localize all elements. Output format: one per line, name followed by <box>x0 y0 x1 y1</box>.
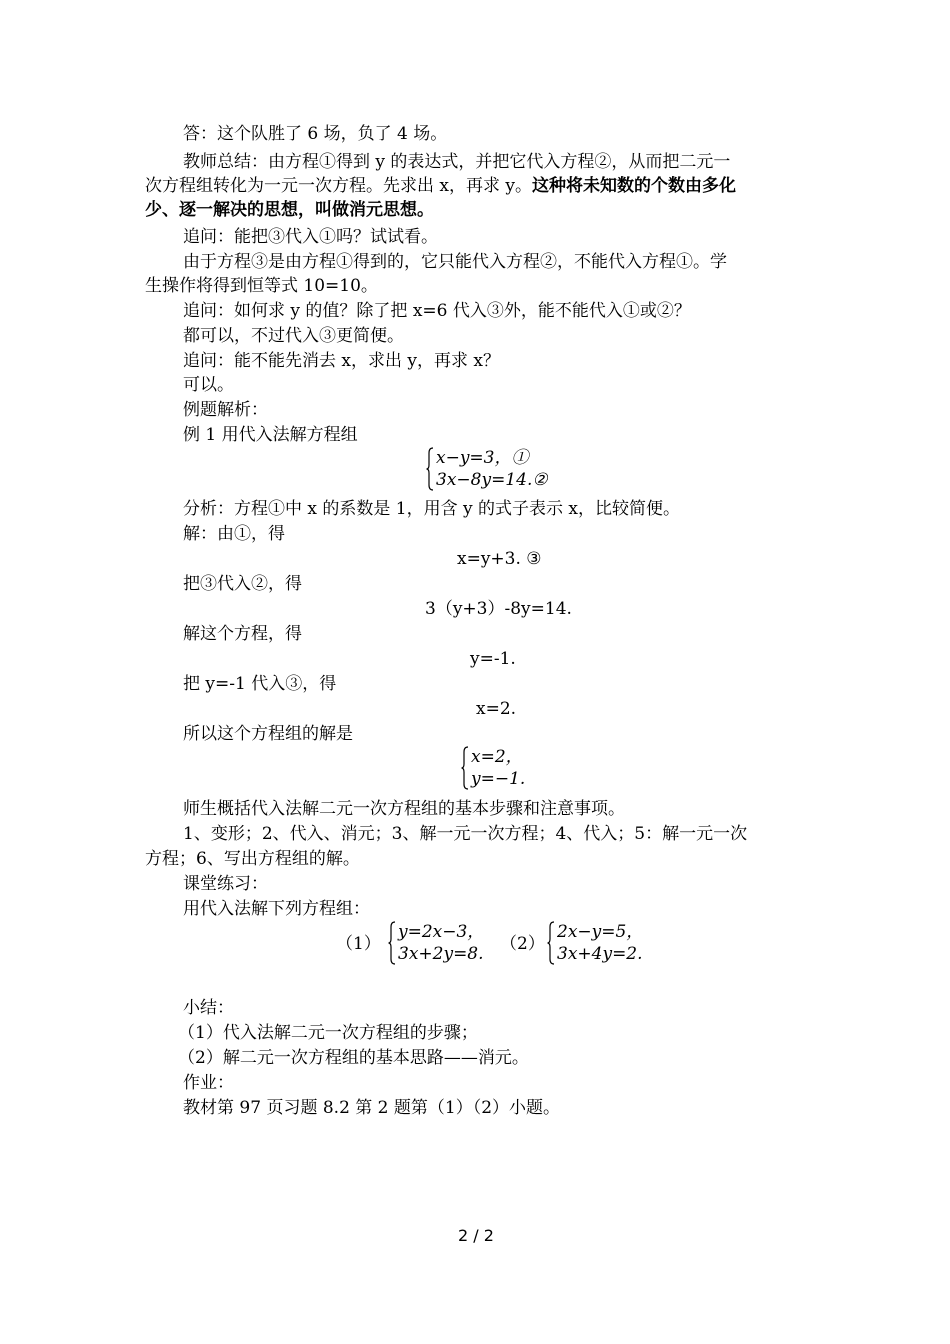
problem-1-label: （1） <box>336 934 381 954</box>
example-1-prompt: 例 1 用代入法解方程组 <box>183 425 358 445</box>
problem-1-eq-2: 3x+2y=8. <box>398 944 484 964</box>
equation-3: x=y+3. ③ <box>457 549 542 569</box>
left-brace-icon <box>461 746 469 790</box>
solution-statement: 所以这个方程组的解是 <box>183 724 353 744</box>
x-result: x=2. <box>476 699 517 719</box>
steps-line-1: 1、变形；2、代入、消元；3、解一元一次方程；4、代入；5：解一元一次 <box>183 824 748 844</box>
analysis-line: 分析：方程①中 x 的系数是 1，用含 y 的式子表示 x，比较简便。 <box>183 499 681 519</box>
wrapup-item-1: （1）代入法解二元一次方程组的步骤； <box>178 1023 478 1043</box>
teacher-summary-line-3: 少、逐一解决的思想，叫做消元思想。 <box>145 200 434 220</box>
homework-text: 教材第 97 页习题 8.2 第 2 题第（1）（2）小题。 <box>183 1098 561 1118</box>
left-brace-icon <box>426 447 434 491</box>
left-brace-icon <box>547 921 555 965</box>
equation-1: x−y=3，① <box>436 448 529 468</box>
steps-line-2: 方程；6、写出方程组的解。 <box>145 849 360 869</box>
homework-heading: 作业： <box>183 1073 234 1093</box>
explanation-line-2: 生操作将得到恒等式 10=10。 <box>145 276 378 296</box>
solution-system <box>461 746 561 792</box>
answer-line: 答：这个队胜了 6 场，负了 4 场。 <box>183 124 448 144</box>
solution-x: x=2， <box>471 747 523 767</box>
solve-step: 解这个方程，得 <box>183 624 302 644</box>
answer-2: 都可以，不过代入③更简便。 <box>183 326 404 346</box>
wrapup-heading: 小结： <box>183 998 234 1018</box>
answer-3: 可以。 <box>183 375 234 395</box>
problem-1-eq-1: y=2x−3， <box>398 922 485 942</box>
solution-start: 解：由①，得 <box>183 524 285 544</box>
equation-2: 3x−8y=14.② <box>436 470 548 490</box>
teacher-summary-line-1: 教师总结：由方程①得到 y 的表达式，并把它代入方程②，从而把二元一 <box>183 152 731 172</box>
page-number: 2 / 2 <box>458 1226 494 1245</box>
y-result: y=-1. <box>470 649 516 669</box>
problem-2-label: （2） <box>500 934 545 954</box>
followup-question-1: 追问：能把③代入①吗？试试看。 <box>183 227 438 247</box>
summary-bold-text: 这种将未知数的个数由多化 <box>532 176 736 196</box>
substitute-step: 把③代入②，得 <box>183 574 302 594</box>
summary-steps-intro: 师生概括代入法解二元一次方程组的基本步骤和注意事项。 <box>183 799 625 819</box>
problem-2-eq-2: 3x+4y=2. <box>557 944 643 964</box>
followup-question-3: 追问：能不能先消去 x，求出 y，再求 x？ <box>183 351 500 371</box>
substituted-equation: 3（y+3）-8y=14. <box>425 599 572 619</box>
summary-plain-text: 次方程组转化为一元一次方程。先求出 x，再求 y。 <box>145 176 532 196</box>
problem-1-system <box>388 921 508 967</box>
left-brace-icon <box>388 921 396 965</box>
solution-y: y=−1. <box>471 769 526 789</box>
followup-question-2: 追问：如何求 y 的值？除了把 x=6 代入③外，能不能代入①或②？ <box>183 301 691 321</box>
teacher-summary-line-2 <box>145 174 736 198</box>
example-1-equation-system <box>426 447 576 493</box>
practice-heading: 课堂练习： <box>183 874 268 894</box>
practice-prompt: 用代入法解下列方程组： <box>183 899 370 919</box>
example-heading: 例题解析： <box>183 400 268 420</box>
explanation-line-1: 由于方程③是由方程①得到的，它只能代入方程②，不能代入方程①。学 <box>183 252 727 272</box>
problem-2-system <box>547 921 667 967</box>
back-substitute-step: 把 y=-1 代入③，得 <box>183 674 337 694</box>
problem-2-eq-1: 2x−y=5， <box>557 922 644 942</box>
wrapup-item-2: （2）解二元一次方程组的基本思路——消元。 <box>178 1048 529 1068</box>
